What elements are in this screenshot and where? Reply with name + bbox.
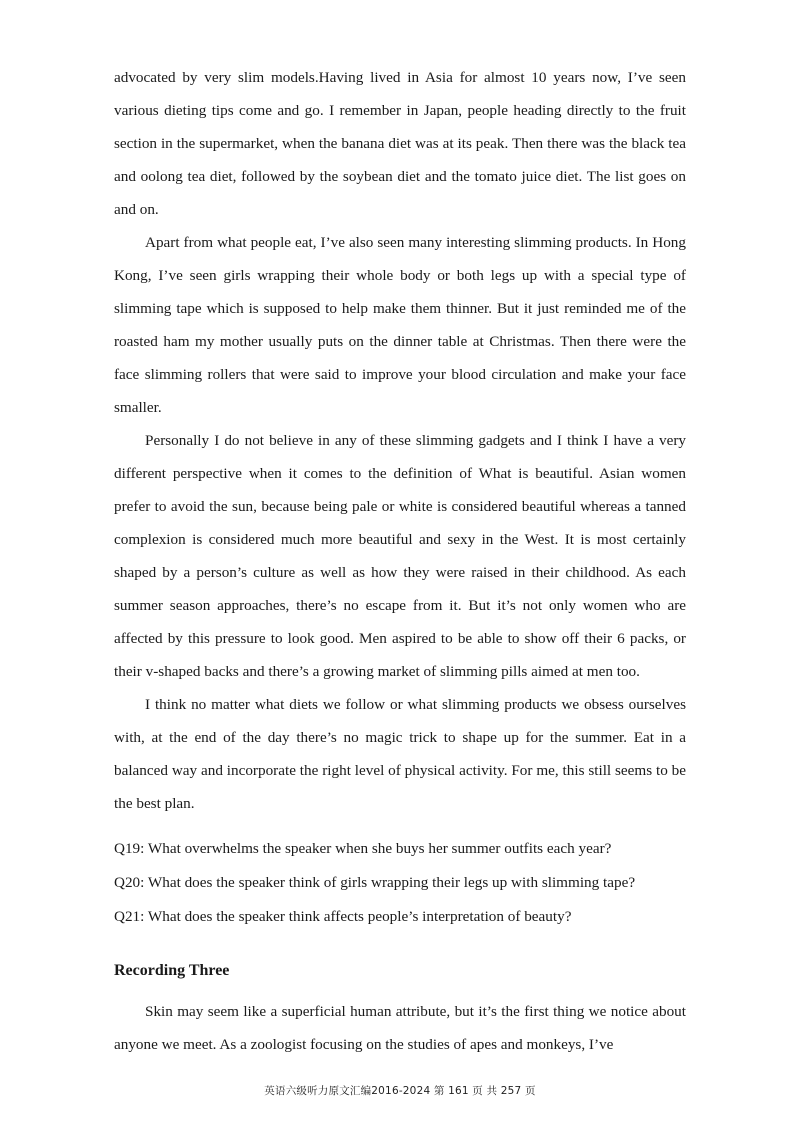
footer-prefix: 英语六级听力原文汇编2016-2024 第 — [264, 1085, 449, 1097]
page-footer — [0, 1083, 800, 1098]
question-q19: Q19: What overwhelms the speaker when she buys her summer outfits each year? — [114, 840, 612, 857]
section-body — [114, 995, 686, 1061]
paragraph-4: I think no matter what diets we follow or what slimming products we obsess ourselves with, at the end of the day there’s no magic trick to shape up for the summer. Eat in a balanced way and incorporate the right level of physical activity. For me, this still seems to be the best plan. — [114, 696, 686, 812]
paragraph-3: Personally I do not believe in any of these slimming gadgets and I think I have a very different perspective when it comes to the definition of What is beautiful. Asian women prefer to avoid the sun, because being pale or white is considered beautiful whereas a tanned complexion is considered much more beautiful and sexy in the West. It is most certainly shaped by a person’s culture as well as how they were raised in their childhood. As each summer season approaches, there’s no escape from it. But it’s not only women who are affected by this pressure to look good. Men aspired to be able to show off their 6 packs, or their v-shaped backs and there’s a growing market of slimming pills aimed at men too. — [114, 432, 686, 680]
document-body — [114, 61, 686, 934]
question-list — [114, 832, 686, 934]
question-q21: Q21: What does the speaker think affects people’s interpretation of beauty? — [114, 908, 572, 925]
recording-three-paragraph: Skin may seem like a superficial human attribute, but it’s the first thing we notice about anyone we meet. As a zoologist focusing on the studies of apes and monkeys, I’ve — [114, 1003, 686, 1053]
section-heading-recording-three: Recording Three — [114, 962, 230, 979]
paragraph-1: advocated by very slim models.Having lived in Asia for almost 10 years now, I’ve seen various dieting tips come and go. I remember in Japan, people heading directly to the fruit section in the supermarket, when the banana diet was at its peak. Then there was the black tea and oolong tea diet, followed by the soybean diet and the tomato juice diet. The list goes on and on. — [114, 69, 686, 218]
paragraph-2: Apart from what people eat, I’ve also seen many interesting slimming products. In Hong Kong, I’ve seen girls wrapping their whole body or both legs up with a special type of slimming tape which is supposed to help make them thinner. But it just reminded me of the roasted ham my mother usually puts on the dinner table at Christmas. Then there were the face slimming rollers that were said to improve your blood circulation and make your face smaller. — [114, 234, 686, 416]
footer-suffix: 页 — [521, 1085, 536, 1097]
footer-page-number: 161 — [448, 1085, 469, 1097]
footer-total-pages: 257 — [500, 1085, 522, 1097]
question-q20: Q20: What does the speaker think of girls wrapping their legs up with slimming tape? — [114, 874, 636, 891]
footer-middle: 页 共 — [468, 1085, 501, 1097]
